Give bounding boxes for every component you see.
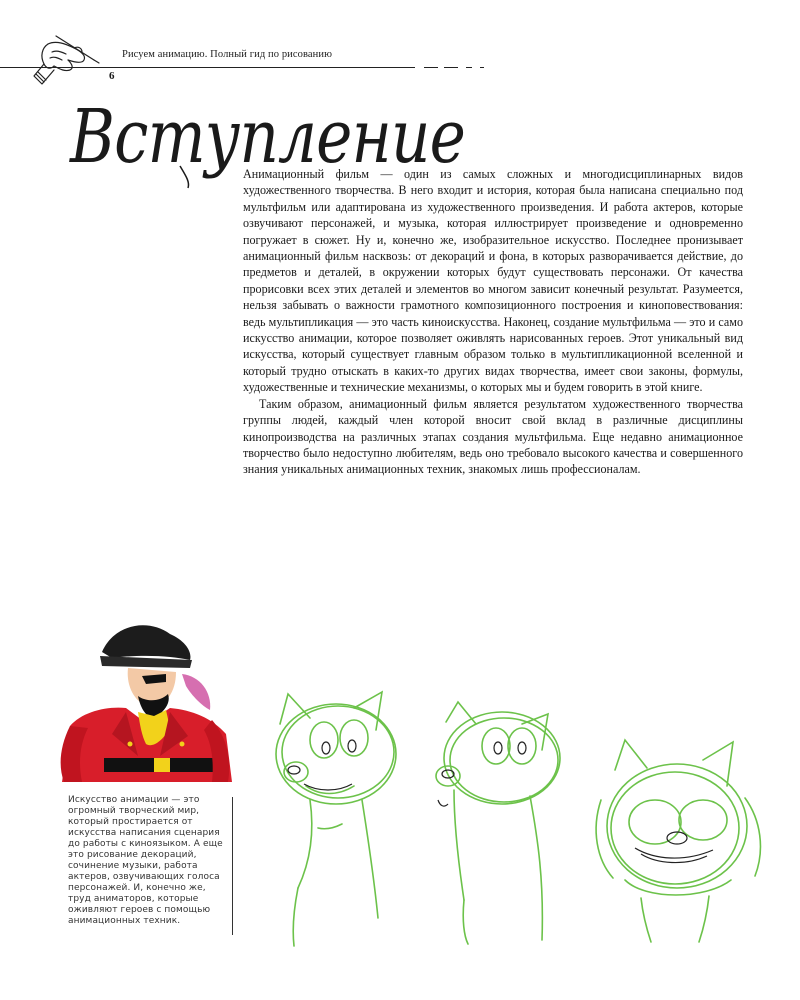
caption-rule xyxy=(232,797,233,935)
cat-sketch-1 xyxy=(258,688,418,948)
cat-sketch-3 xyxy=(585,730,770,945)
pirate-character-illustration xyxy=(42,616,238,782)
header-dashes xyxy=(424,67,484,69)
header-rule xyxy=(0,67,415,68)
body-paragraph-1: Анимационный фильм — один из самых сложных и многодисциплинарных видов художественного творчества. В него входит и история, которая была написана специально под мультфильм или адаптирована из художественного произведения. И работа актеров, которые озвучивают персонажей, и музыка, которая иллюстрирует произведение и одновременно погружает в сюжет. Ну и, конечно же, изобразительное искусство. Последнее пронизывает анимационный фильм насквозь: от декораций и фона, в которых разворачивается действие, до предметов и деталей, в окружении которых будут существовать персонажи. От качества прорисовки всех этих деталей и элементов во многом зависит конечный результат. Разумеется, нельзя забывать о важности грамотного композиционного построения и киноповествования: ведь мультипликация — это часть киноискусства. Наконец, создание мультфильма — это и само искусство анимации, которое позволяет оживлять нарисованных героев. Этот уникальный вид искусства, который существует главным образом только в мультипликационной вселенной и который трудно отыскать в каких-то других видах творчества, имеет свои законы, формулы, художественные и технические механизмы, о которых мы и будем говорить в этой книге. xyxy=(243,167,743,395)
chapter-title-text: Вступление xyxy=(68,94,466,180)
illustration-caption: Искусство анимации — это огромный творческий мир, который простирается от искусства написания сценария до работы с киноязыком. А еще это рисование декораций, сочинение музыки, работа актеров, озвучивающих голоса персонажей. И, конечно же, труд аниматоров, которые оживляют героев с помощью анимационных техник. xyxy=(68,795,223,926)
body-paragraph-2: Таким образом, анимационный фильм является результатом художественного творчества группы людей, каждый член которой вносит свой вклад в различные дисциплины кинопроизводства на различных этапах создания мультфильма. Еще недавно анимационное творчество было недоступно любителям, ведь оно требовало высокого качества и совершенного знания уникальных анимационных техник, знакомых лишь профессионалам. xyxy=(243,396,743,477)
cat-sketch-2 xyxy=(418,700,578,945)
body-text xyxy=(243,166,743,478)
running-title: Рисуем анимацию. Полный гид по рисованию xyxy=(122,49,333,60)
page-number: 6 xyxy=(109,70,115,82)
